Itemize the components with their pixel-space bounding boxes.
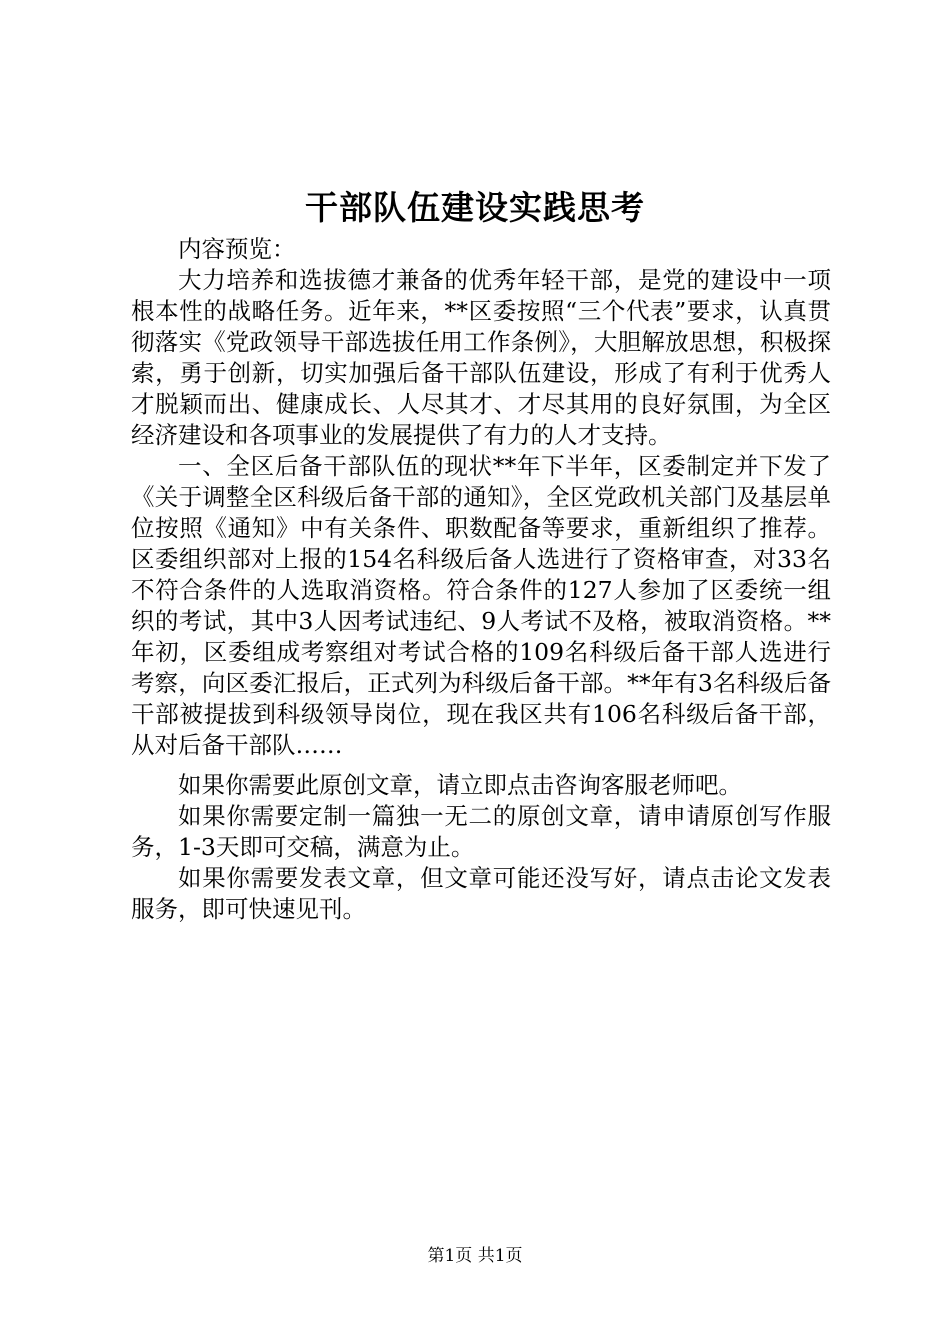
page-indicator: 第1页 共1页 — [427, 1246, 523, 1266]
service-note-custom-writing: 如果你需要定制一篇独一无二的原创文章，请申请原创写作服务，1-3天即可交稿，满意为止。 — [131, 802, 831, 861]
preview-label: 内容预览： — [178, 235, 296, 263]
paragraph-status: 一、全区后备干部队伍的现状**年下半年，区委制定并下发了《关于调整全区科级后备干部的通知》，全区党政机关部门及基层单位按照《通知》中有关条件、职数配备等要求，重新组织了推荐。区委组织部对上报的154名科级后备人选进行了资格审查，对33名不符合条件的人选取消资格。符合条件的127人参加了区委统一组织的考试，其中3人因考试违纪、9人考试不及格，被取消资格。**年初，区委组成考察组对考试合格的109名科级后备干部人选进行考察，向区委汇报后，正式列为科级后备干部。**年有3名科级后备干部被提拔到科级领导岗位，现在我区共有106名科级后备干部，从对后备干部队…… — [131, 452, 831, 759]
service-note-publishing: 如果你需要发表文章，但文章可能还没写好，请点击论文发表服务，即可快速见刊。 — [131, 864, 831, 923]
document-title: 干部队伍建设实践思考 — [305, 188, 645, 227]
document-body — [131, 234, 831, 925]
service-note-consult: 如果你需要此原创文章，请立即点击咨询客服老师吧。 — [178, 771, 742, 799]
paragraph-intro: 大力培养和选拔德才兼备的优秀年轻干部，是党的建设中一项根本性的战略任务。近年来，**区委按照“三个代表”要求，认真贯彻落实《党政领导干部选拔任用工作条例》，大胆解放思想，积极探索，勇于创新，切实加强后备干部队伍建设，形成了有利于优秀人才脱颖而出、健康成长、人尽其才、才尽其用的良好氛围，为全区经济建设和各项事业的发展提供了有力的人才支持。 — [131, 266, 831, 449]
